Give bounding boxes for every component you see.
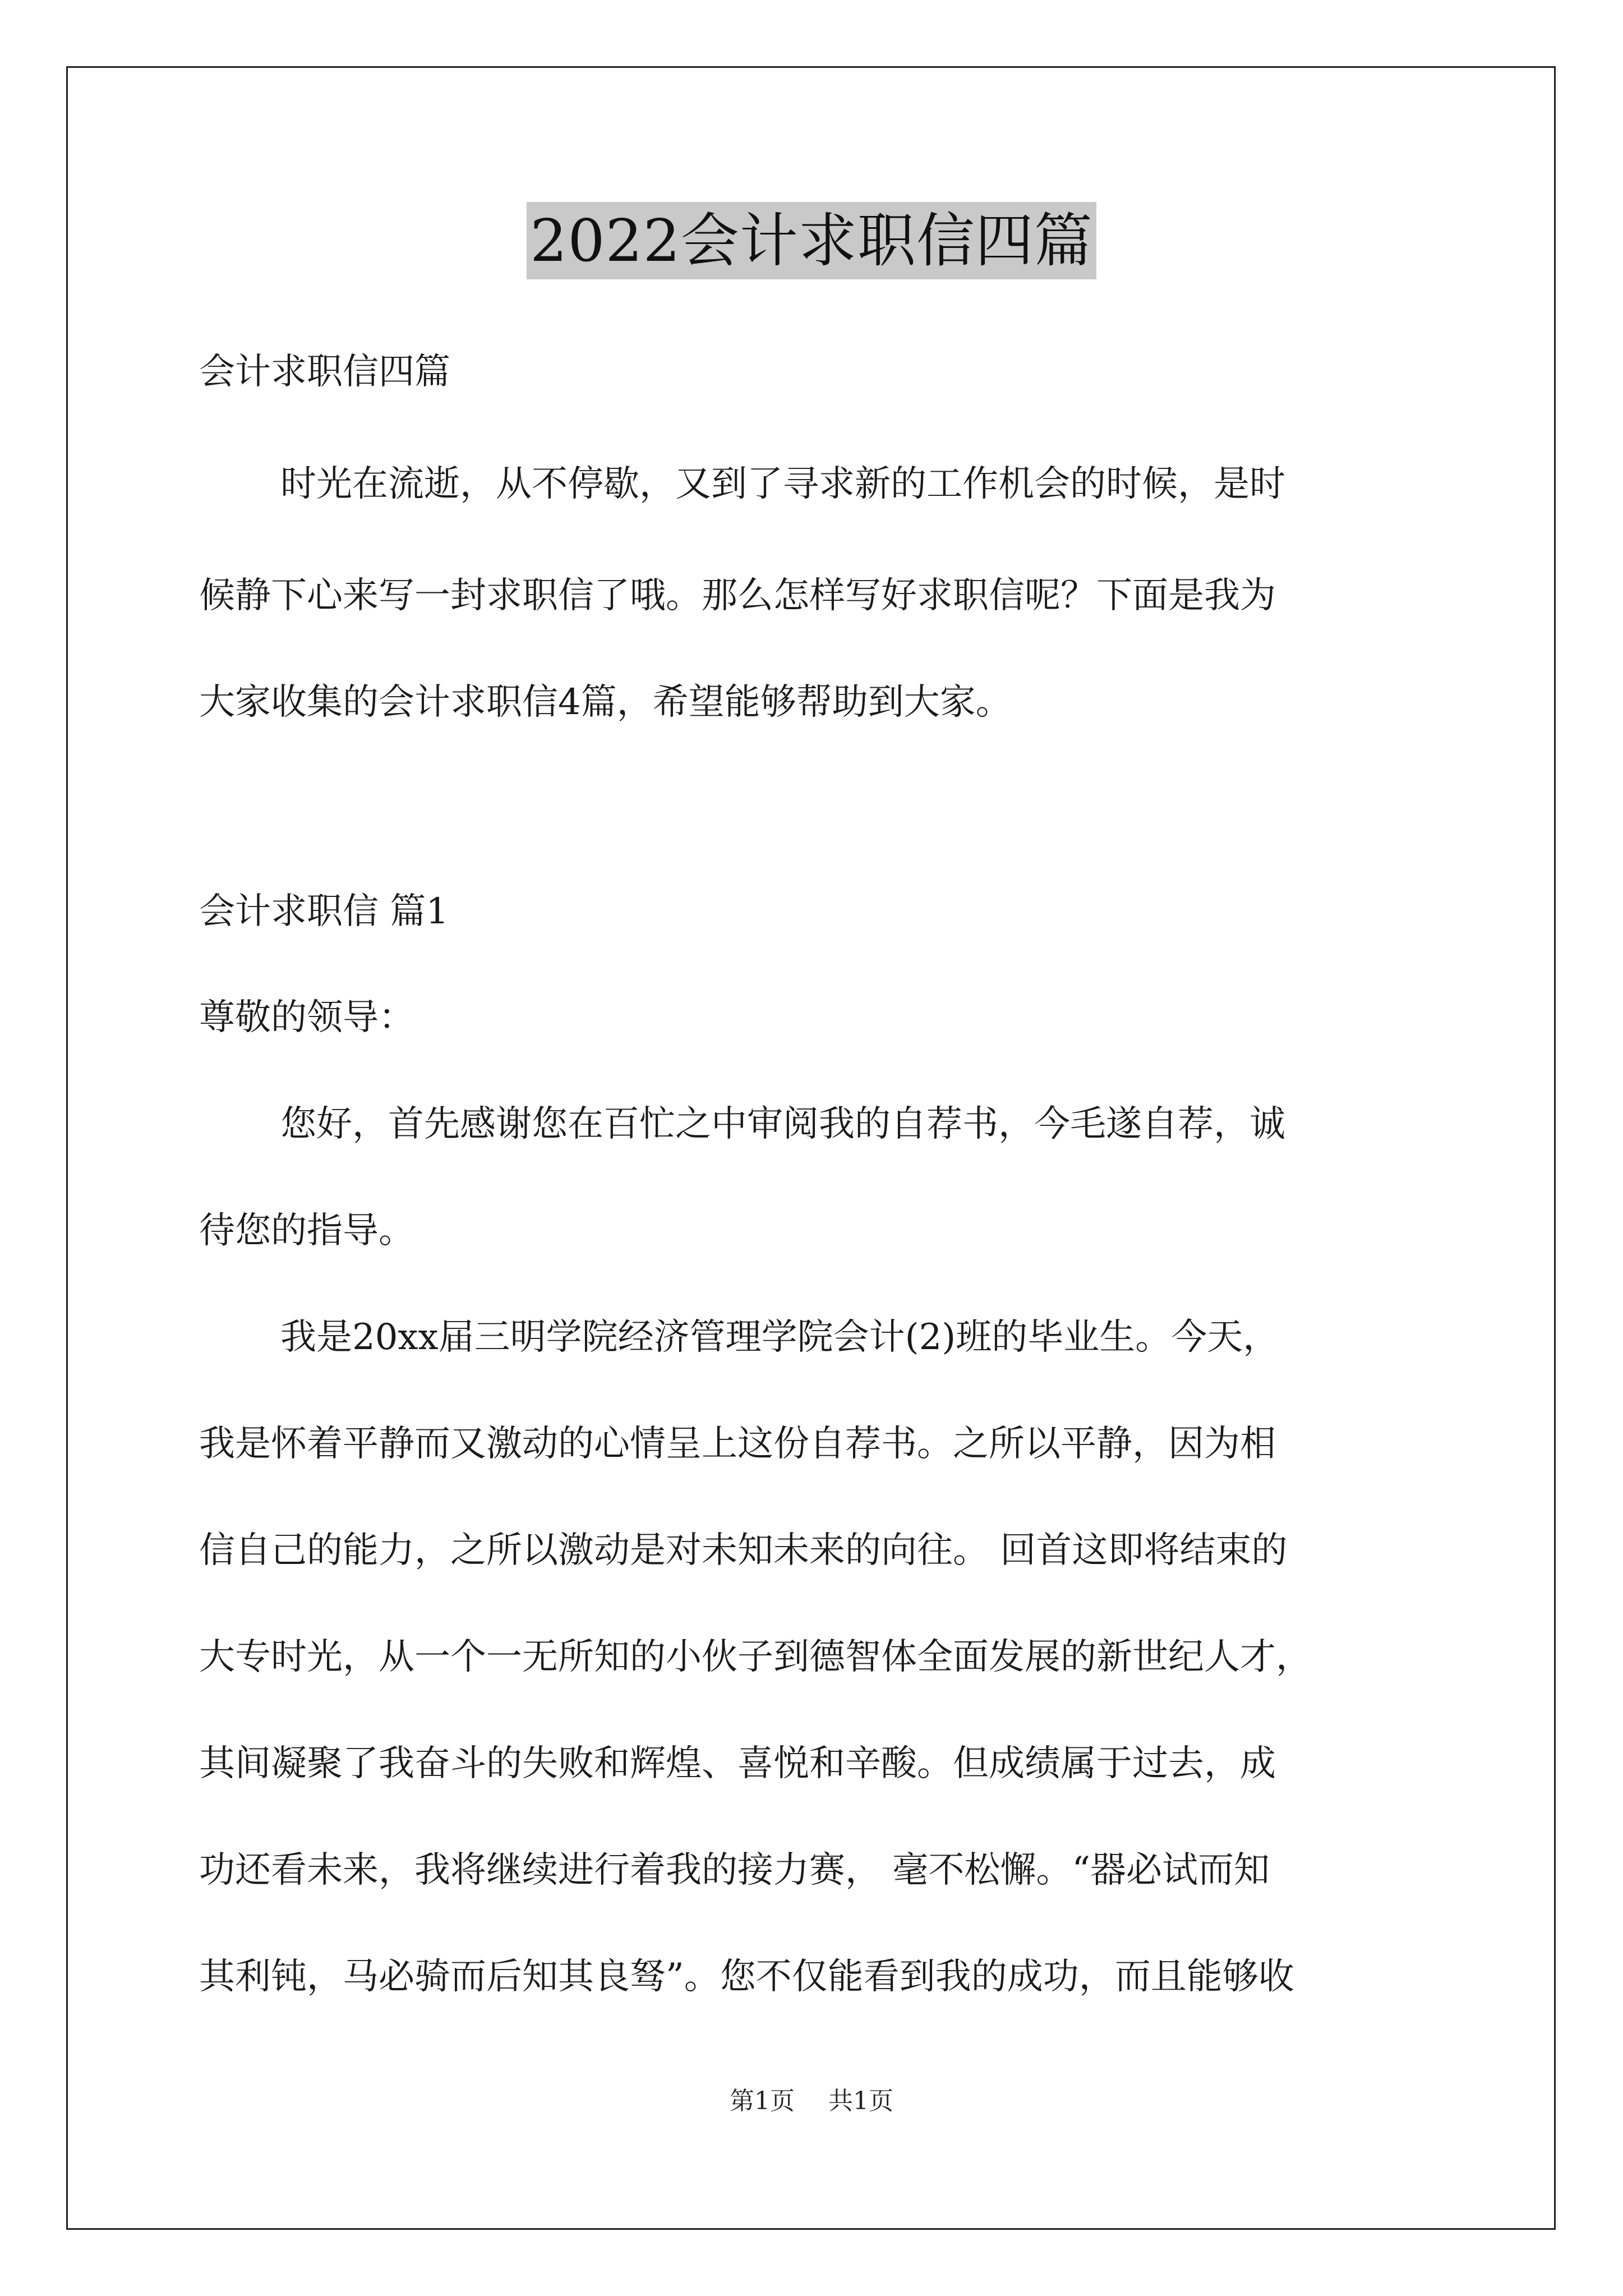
letter-line-5: 信自己的能力，之所以激动是对未知未来的向往。 回首这即将结束的: [199, 1530, 1288, 1571]
letter-line-6: 大专时光，从一个一无所知的小伙子到德智体全面发展的新世纪人才，: [199, 1636, 1312, 1678]
intro-line-1: 时光在流逝，从不停歇，又到了寻求新的工作机会的时候，是时: [280, 463, 1285, 505]
page-footer: [0, 2086, 1623, 2117]
section-heading: 会计求职信 篇1: [199, 891, 449, 932]
letter-line-2: 待您的指导。: [199, 1210, 414, 1251]
page-number: 第1页: [730, 2087, 795, 2115]
letter-line-9: 其利钝，马必骑而后知其良驽”。您不仅能看到我的成功，而且能够收: [199, 1956, 1294, 1998]
letter-line-8: 功还看未来，我将继续进行着我的接力赛， 毫不松懈。“器必试而知: [199, 1849, 1270, 1891]
document-title: 2022会计求职信四篇: [527, 202, 1096, 279]
letter-line-4: 我是怀着平静而又激动的心情呈上这份自荐书。之所以平静，因为相: [199, 1423, 1276, 1465]
page-total: 共1页: [828, 2087, 893, 2115]
letter-line-7: 其间凝聚了我奋斗的失败和辉煌、喜悦和辛酸。但成绩属于过去，成: [199, 1743, 1276, 1784]
subtitle-line: 会计求职信四篇: [199, 351, 450, 393]
intro-line-3: 大家收集的会计求职信4篇，希望能够帮助到大家。: [199, 682, 1012, 723]
letter-line-3: 我是20xx届三明学院经济管理学院会计(2)班的毕业生。今天，: [280, 1317, 1279, 1358]
title-container: [0, 202, 1623, 279]
salutation: 尊敬的领导：: [199, 997, 414, 1038]
letter-line-1: 您好，首先感谢您在百忙之中审阅我的自荐书，今毛遂自荐，诚: [280, 1103, 1285, 1145]
intro-line-2: 候静下心来写一封求职信了哦。那么怎样写好求职信呢？下面是我为: [199, 575, 1276, 616]
